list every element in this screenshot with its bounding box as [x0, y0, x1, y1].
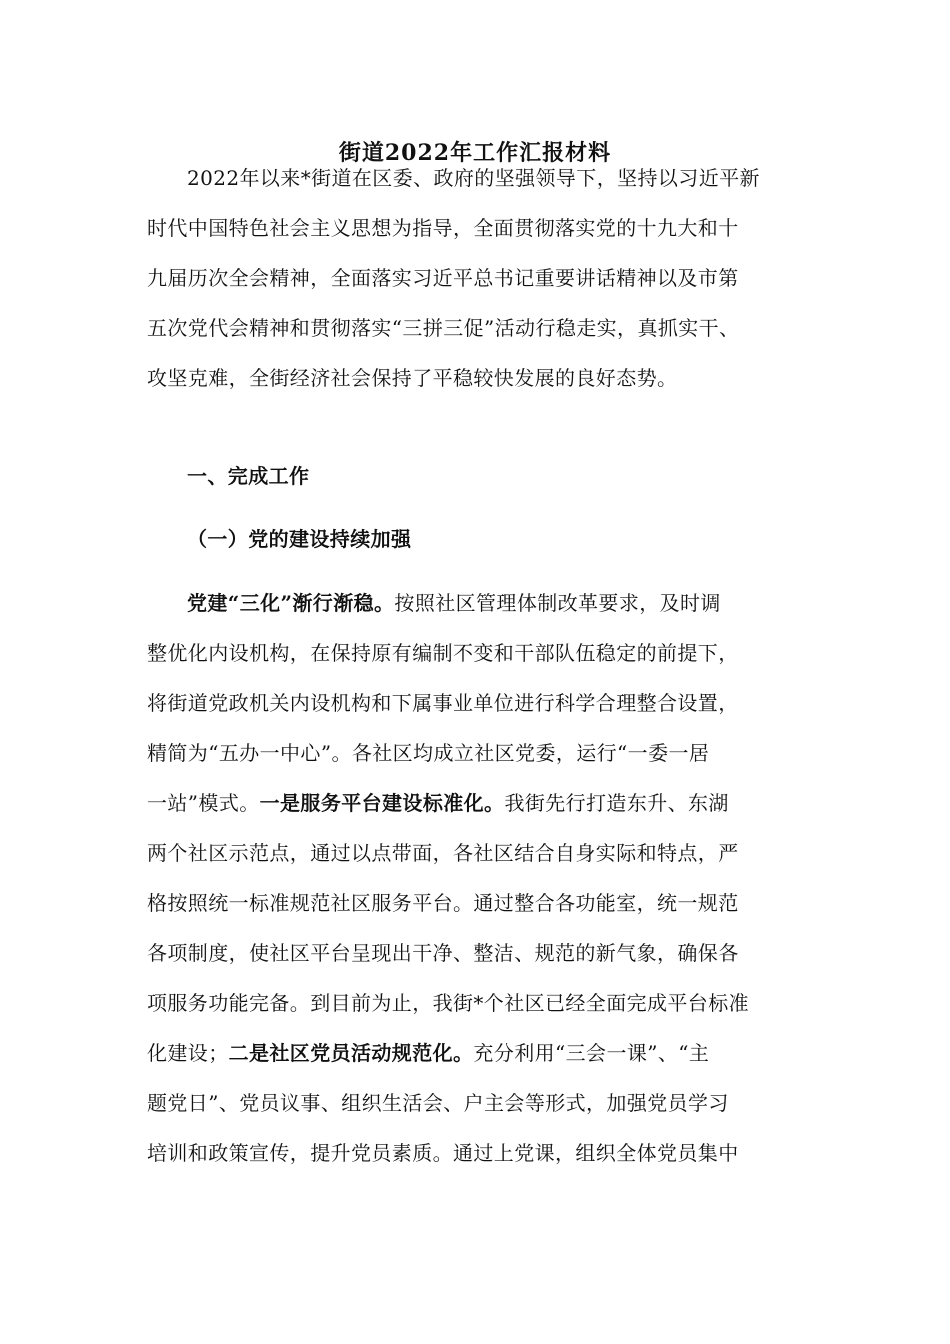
para-line-12: 培训和政策宣传，提升党员素质。通过上党课，组织全体党员集中	[147, 1141, 739, 1165]
para-line-9: 项服务功能完备。到目前为止，我街*个社区已经全面完成平台标准	[147, 991, 749, 1015]
para-text: 按照社区管理体制改革要求，及时调	[394, 591, 721, 615]
intro-line-3: 九届历次全会精神，全面落实习近平总书记重要讲话精神以及市第	[147, 266, 739, 290]
para-line-7: 格按照统一标准规范社区服务平台。通过整合各功能室，统一规范	[147, 891, 739, 915]
para-line-1	[187, 588, 721, 618]
subsection-heading-1: （一）党的建设持续加强	[187, 527, 412, 551]
para-line-8: 各项制度，使社区平台呈现出干净、整洁、规范的新气象，确保各	[147, 941, 739, 965]
para-line-11: 题党日”、党员议事、组织生活会、户主会等形式，加强党员学习	[147, 1091, 729, 1115]
para-text: 化建设；	[147, 1041, 229, 1065]
intro-line-1: 2022年以来*街道在区委、政府的坚强领导下，坚持以习近平新	[187, 166, 760, 190]
para-line-4: 精简为“五办一中心”。各社区均成立社区党委，运行“一委一居	[147, 741, 710, 765]
para-text: 我街先行打造东升、东湖	[504, 791, 729, 815]
para-line-10	[147, 1038, 709, 1068]
para-line-5	[147, 788, 729, 818]
para-bold-lead: 党建“三化”渐行渐稳。	[187, 591, 395, 615]
para-line-3: 将街道党政机关内设机构和下属事业单位进行科学合理整合设置，	[147, 691, 739, 715]
section-heading-1: 一、完成工作	[187, 464, 310, 488]
intro-line-4: 五次党代会精神和贯彻落实“三拼三促”活动行稳走实，真抓实干、	[147, 316, 740, 340]
para-text: 充分利用“三会一课”、“主	[473, 1041, 710, 1065]
para-line-2: 整优化内设机构，在保持原有编制不变和干部队伍稳定的前提下，	[147, 641, 739, 665]
intro-line-5: 攻坚克难，全街经济社会保持了平稳较快发展的良好态势。	[147, 366, 678, 390]
intro-line-2: 时代中国特色社会主义思想为指导，全面贯彻落实党的十九大和十	[147, 216, 739, 240]
para-line-6: 两个社区示范点，通过以点带面，各社区结合自身实际和特点，严	[147, 841, 739, 865]
para-bold-item-2: 二是社区党员活动规范化。	[228, 1041, 474, 1065]
document-title: 街道2022年工作汇报材料	[338, 140, 612, 166]
para-bold-item-1: 一是服务平台建设标准化。	[259, 791, 505, 815]
para-text: 一站”模式。	[147, 791, 260, 815]
